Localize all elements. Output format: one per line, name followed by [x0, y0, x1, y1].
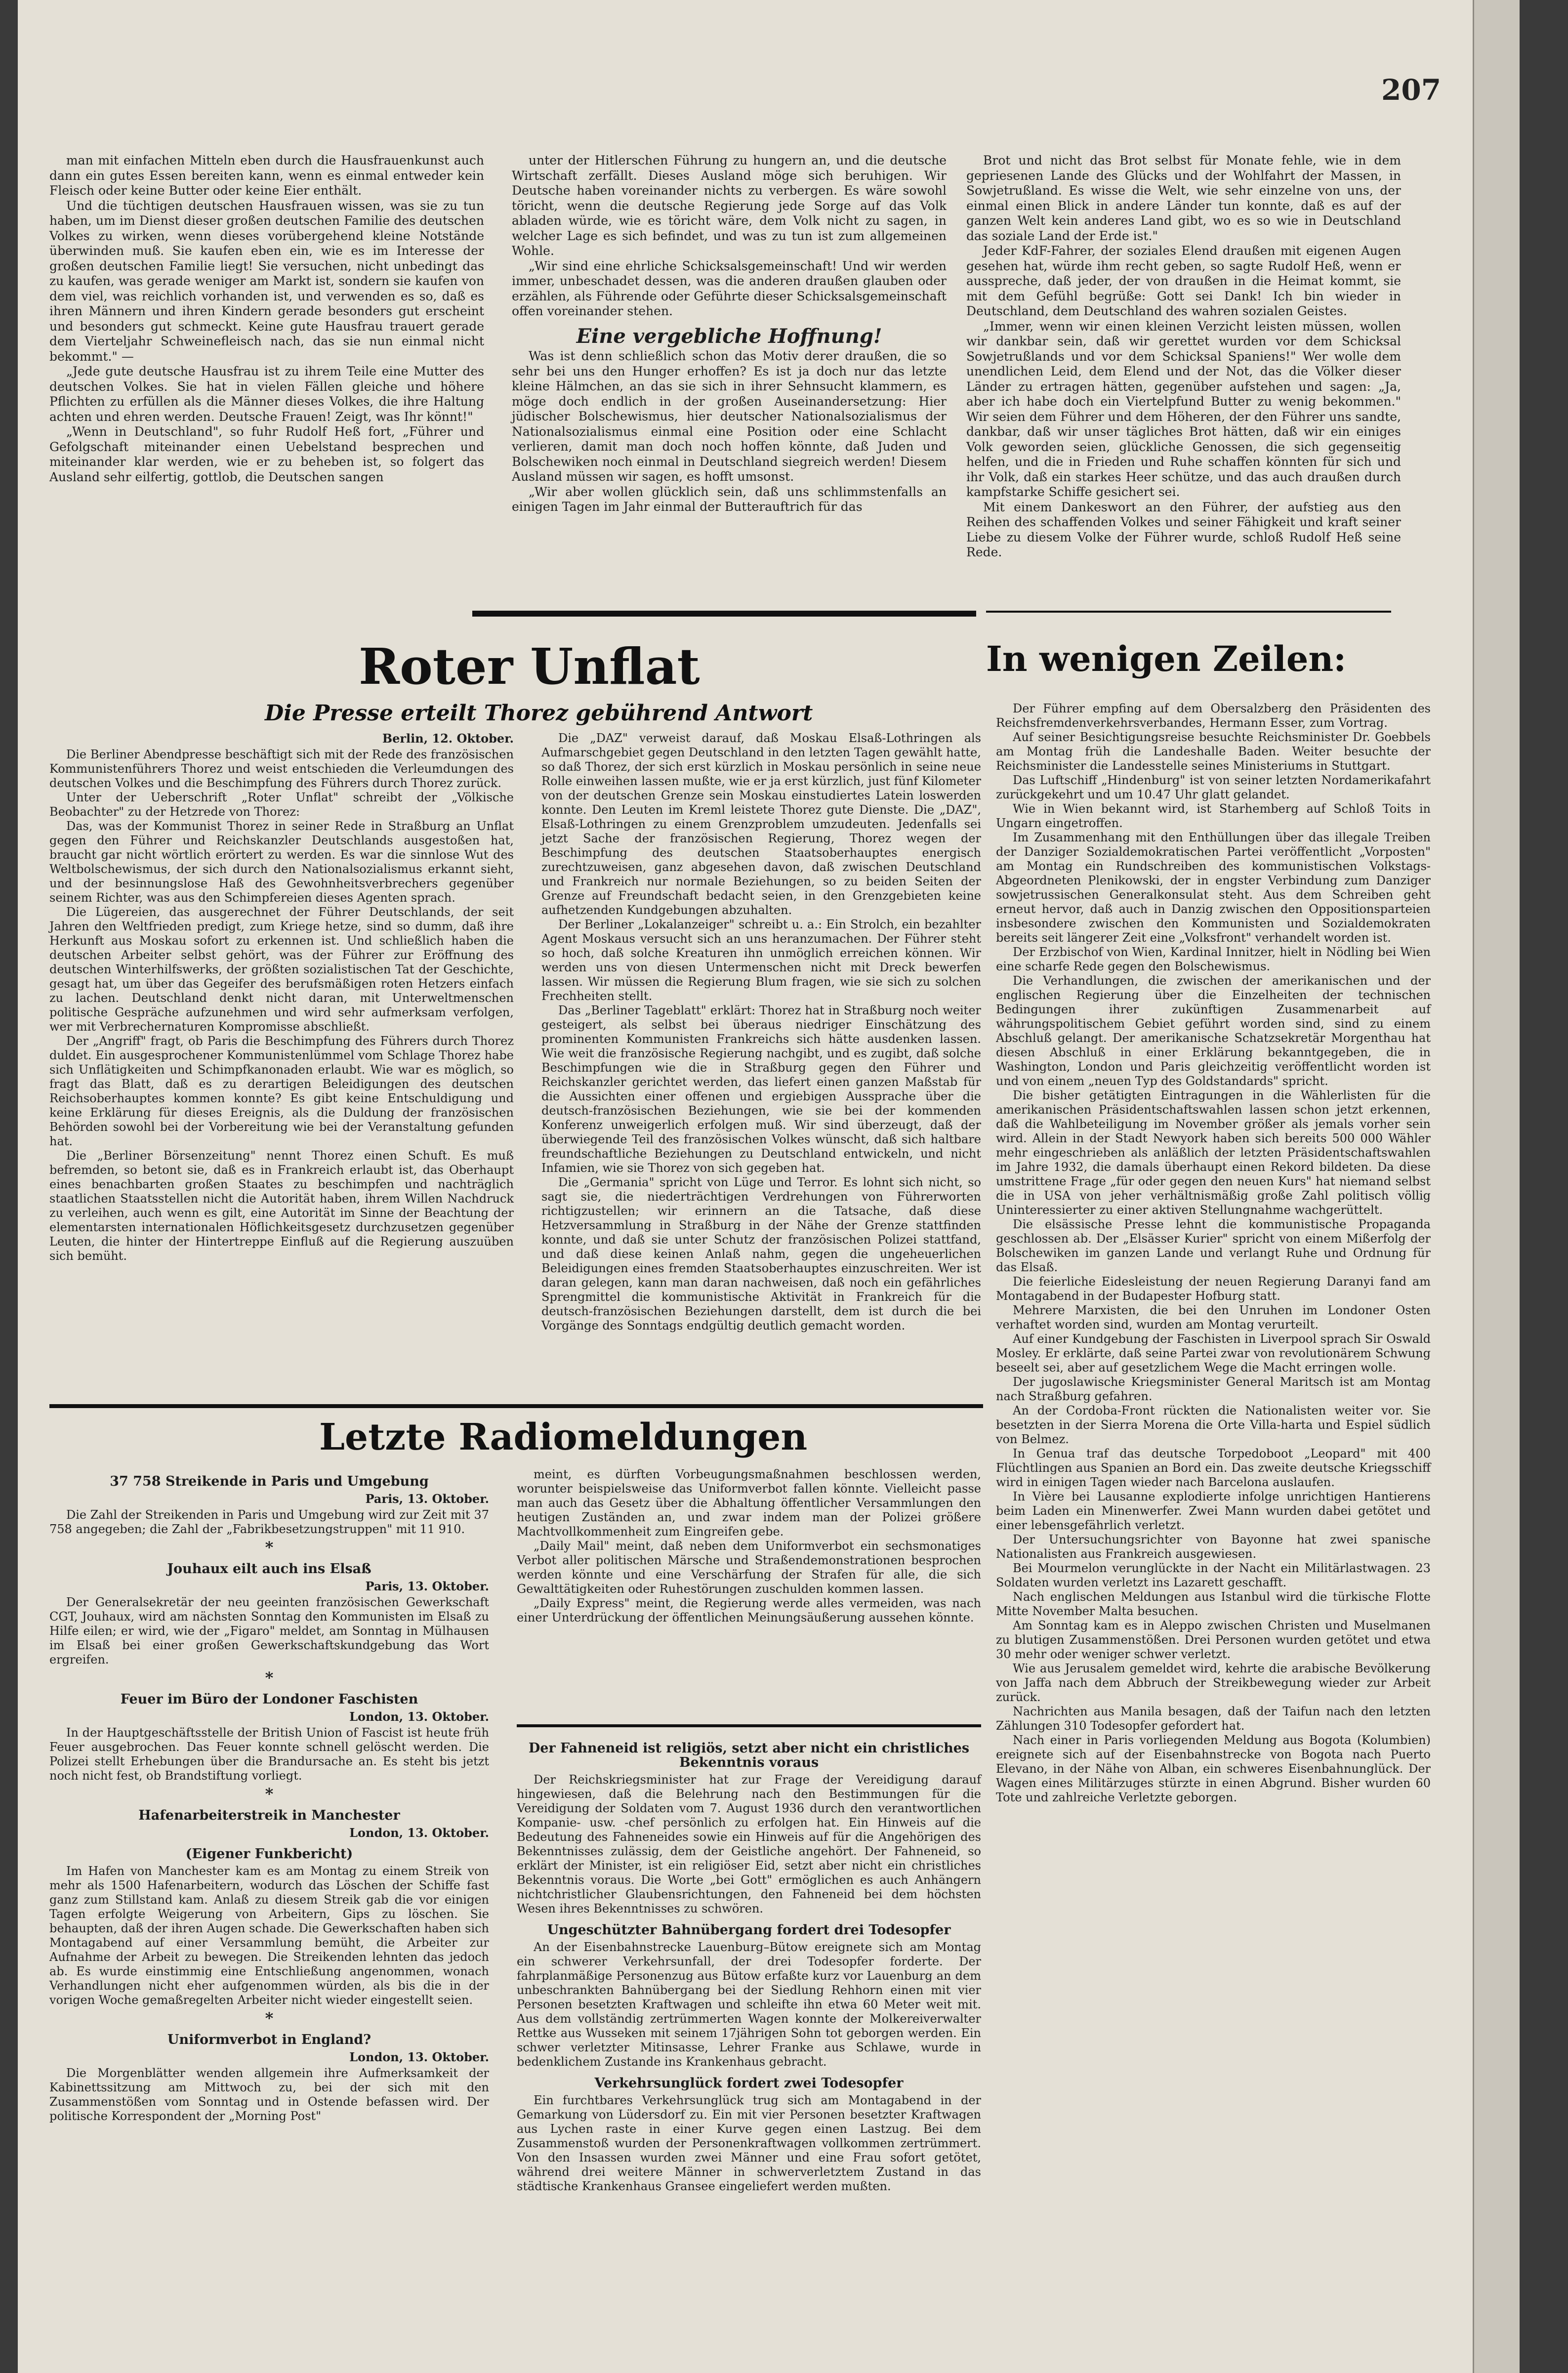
roter-column-1 — [49, 731, 514, 1263]
item-heading: 37 758 Streikende in Paris und Umgebung — [110, 1474, 429, 1489]
dateline: Berlin, 12. Oktober. — [382, 731, 514, 746]
paragraph: In der Hauptgeschäftsstelle der British Union of Fascist ist heute früh Feuer ausgebrochen. Das Feuer konnte schnell gelöscht werden. Die Polizei stellt Erhebungen über die Brandursache an. Es steht bis jetzt noch nicht fest, ob Brandstiftung vorliegt. — [49, 1726, 489, 1783]
paragraph: Der „Angriff" fragt, ob Paris die Beschimpfung des Führers durch Thorez duldet. Ein ausgesprochener Kommunistenlümmel vom Schlage Thorez habe sich Unflätigkeiten und Schimpfkanonaden erlaubt. Wie war es möglich, so fragt das Blatt, daß es zu derartigen Beleidigungen des deutschen Reichsoberhauptes kommen konnte? Es gibt keine Entschuldigung und keine Erklärung für dieses Ereignis, als die Duldung der französischen Behörden sowohl bei der Vorbereitung wie bei der Veranstaltung gefunden hat. — [49, 1034, 514, 1148]
separator-star: * — [265, 2009, 274, 2028]
paragraph: „Daily Mail" meint, daß neben dem Uniformverbot ein sechsmonatiges Verbot aller politischen Märsche und Straßendemonstrationen besprochen werden könnte und eine Verschärfung der Strafen für alle, die sich Gewalttätigkeiten oder Ruhestörungen zuschulden kommen lassen. — [517, 1539, 981, 1596]
paragraph: Mehrere Marxisten, die bei den Unruhen im Londoner Osten verhaftet worden sind, wurden am Montag verurteilt. — [996, 1303, 1431, 1332]
section-rule — [517, 1724, 981, 1727]
paragraph: Der Reichskriegsminister hat zur Frage der Vereidigung darauf hingewiesen, daß die Belehrung nach den Bestimmungen für die Vereidigung der Soldaten vom 7. August 1936 durch den verantwortlichen Kompanie- usw. -chef persönlich zu erfolgen hat. Ein Hinweis auf die Bedeutung des Fahneneides sowie ein Hinweis auf für die Angehörigen des Bekenntnisses zulässig, dem der Geistliche angehört. Der Fahneneid, so erklärt der Minister, ist ein religiöser Eid, setzt aber nicht ein christliches Bekenntnis voraus. Die Worte „bei Gott" ermöglichen es auch Anhängern nichtchristlicher Glaubensrichtungen, den Fahneneid bei dem höchsten Wesen ihres Bekenntnisses zu schwören. — [517, 1773, 981, 1915]
radio-column-1 — [49, 1467, 489, 2123]
paragraph: Nach einer in Paris vorliegenden Meldung aus Bogota (Kolumbien) ereignete sich auf der Eisenbahnstrecke von Bogota nach Puerto Elevano, in der Nähe von Alban, ein schweres Eisenbahnunglück. Der Wagen eines Militärzuges stürzte in einen Abgrund. Bisher wurden 60 Tote und zahlreiche Verletzte geborgen. — [996, 1733, 1431, 1804]
paragraph: Die Lügereien, das ausgerechnet der Führer Deutschlands, der seit Jahren den Weltfrieden predigt, zum Kriege hetze, sind so dumm, daß ihre Herkunft aus Moskau sofort zu erkennen ist. Und schließlich haben die deutschen Arbeiter selbst gehört, was der Führer zur Eröffnung des deutschen Winterhilfswerks, der größten sozialistischen Tat der Geschichte, gesagt hat, um über das Gegeifer des berufsmäßigen roten Hetzers einfach zu lachen. Deutschland denkt nicht daran, mit Unterweltmenschen politische Gespräche aufzunehmen und wird sehr aufmerksam verfolgen, wer mit Verbrechernaturen Kompromisse abschließt. — [49, 905, 514, 1034]
paragraph: Brot und nicht das Brot selbst für Monate fehle, wie in dem gepriesenen Lande des Glücks und der Wohlfahrt der Massen, in Sowjetrußland. Es wisse die Welt, wie sehr einzelne von uns, der einmal einen Blick in andere Länder tun konnte, daß es auf der ganzen Welt kein anderes Land gibt, wo es so wie in Deutschland das soziale Land der Erde ist." — [966, 153, 1401, 243]
paragraph: An der Eisenbahnstrecke Lauenburg–Bütow ereignete sich am Montag ein schwerer Verkehrsunfall, der drei Todesopfer forderte. Der fahrplanmäßige Personenzug aus Bütow erfaßte kurz vor Lauenburg an dem unbeschrankten Bahnübergang bei der Siedlung Rehhorn einen mit vier Personen besetzten Kraftwagen und schleifte ihn etwa 60 Meter weit mit. Aus dem vollständig zertrümmerten Wagen konnte der Molkereiverwalter Rettke aus Wusseken mit seinem 17jährigen Sohn tot geborgen werden. Ein schwer verletzter Mitinsasse, Lehrer Franke aus Schlawe, wurde in bedenklichem Zustande ins Krankenhaus gebracht. — [517, 1940, 981, 2069]
paragraph: Die Zahl der Streikenden in Paris und Umgebung wird zur Zeit mit 37 758 angegeben; die Zahl der „Fabrikbesetzungstruppen" mit 11 910. — [49, 1508, 489, 1536]
paragraph: Nach englischen Meldungen aus Istanbul wird die türkische Flotte Mitte November Malta besuchen. — [996, 1590, 1431, 1618]
dateline: Paris, 13. Oktober. — [365, 1492, 489, 1506]
item-heading: Hafenarbeiterstreik in Manchester — [138, 1808, 400, 1823]
paragraph: Die bisher getätigten Eintragungen in die Wählerlisten für die amerikanischen Präsidentschaftswahlen lassen schon jetzt erkennen, daß die Wahlbeteiligung im November größer als jemals vorher sein wird. Allein in der Stadt Newyork haben sich bereits 500 000 Wähler mehr eingeschrieben als anläßlich der letzten Präsidentschaftswahlen im Jahre 1932, die damals überhaupt einen Rekord bildeten. Da diese umstrittene Frage „für oder gegen den neuen Kurs" hat niemand selbst die in USA von jeher verhältnismäßig große Zahl politisch völlig Uninteressierter zu einer aktiven Stellungnahme wachgerüttelt. — [996, 1088, 1431, 1217]
paragraph: Die elsässische Presse lehnt die kommunistische Propaganda geschlossen ab. Der „Elsässer Kurier" spricht von einem Mißerfolg der Bolschewiken im ganzen Lande und verlangt Ruhe und Ordnung für das Elsaß. — [996, 1217, 1431, 1274]
item-heading: Jouhaux eilt auch ins Elsaß — [167, 1561, 371, 1577]
item-heading: Verkehrsunglück fordert zwei Todesopfer — [594, 2076, 904, 2091]
paragraph: Nachrichten aus Manila besagen, daß der Taifun nach den letzten Zählungen 310 Todesopfer gefordert hat. — [996, 1705, 1431, 1733]
paragraph: man mit einfachen Mitteln eben durch die Hausfrauenkunst auch dann ein gutes Essen bereiten kann, wenn es einmal entweder kein Fleisch oder keine Butter oder keine Eier enthält. — [49, 153, 484, 198]
roter-column-2 — [541, 731, 981, 1333]
paragraph: Der Führer empfing auf dem Obersalzberg den Präsidenten des Reichsfremdenverkehrsverbandes, Hermann Esser, zum Vortrag. — [996, 702, 1431, 730]
item-heading: Feuer im Büro der Londoner Faschisten — [120, 1692, 418, 1707]
page-edge — [1473, 0, 1520, 2373]
paragraph: An der Cordoba-Front rückten die Nationalisten weiter vor. Sie besetzten in der Sierra Morena die Orte Villa-harta und Espiel südlich von Belmez. — [996, 1404, 1431, 1446]
paragraph: Bei Mourmelon verunglückte in der Nacht ein Militärlastwagen. 23 Soldaten wurden verletzt ins Lazarett geschafft. — [996, 1561, 1431, 1589]
paragraph: Unter der Ueberschrift „Roter Unflat" schreibt der „Völkische Beobachter" zu der Hetzrede von Thorez: — [49, 791, 514, 819]
paragraph: Im Zusammenhang mit den Enthüllungen über das illegale Treiben der Danziger Sozialdemokratischen Partei veröffentlicht „Vorposten" am Montag ein Rundschreiben des kommunistischen Volkstags-Abgeordneten Plenikowski, der in engster Verbindung zum Danziger sowjetrussischen Generalkonsulat steht. Aus dem Schreiben geht erneut hervor, daß auch in Danzig zwischen den Oppositionsparteien insbesondere zwischen den Kommunisten und Sozialdemokraten bereits seit längerer Zeit eine „Volksfront" verhandelt worden ist. — [996, 831, 1431, 945]
dateline: London, 13. Oktober. — [349, 1709, 489, 1724]
paragraph: „Daily Express" meint, die Regierung werde alles vermeiden, was nach einer Unterdrückung der öffentlichen Meinungsäußerung aussehen könnte. — [517, 1596, 981, 1624]
brief-column — [996, 702, 1431, 1805]
paragraph: Das, was der Kommunist Thorez in seiner Rede in Straßburg an Unflat gegen den Führer und Reichskanzler Deutschlands ausgestoßen hat, braucht gar nicht wörtlich erörtert zu werden. Es war die sinnlose Wut des Weltbolschewismus, der sich durch den Nationalsozialismus erkannt sieht, und der besinnungslose Haß des Gewohnheitsverbrechers gegenüber seinem Richter, was aus den Schimpfereien dieses Agenten sprach. — [49, 819, 514, 905]
paragraph: Das Luftschiff „Hindenburg" ist von seiner letzten Nordamerikafahrt zurückgekehrt und um 10.47 Uhr glatt gelandet. — [996, 773, 1431, 801]
paragraph: Und die tüchtigen deutschen Hausfrauen wissen, was sie zu tun haben, um im Dienst dieser großen deutschen Familie des deutschen Volkes zu wirken, wenn dieses vorübergehend kleine Notstände überwinden muß. Sie kaufen eben ein, wie es im Interesse der großen deutschen Familie liegt! Sie versuchen, nicht unbedingt das zu kaufen, was gerade weniger am Markt ist, sondern sie kaufen von dem viel, was reichlich vorhanden ist, und verwenden es so, daß es ihren Männern und ihren Kindern gerade besonders gut erscheint und besonders gut schmeckt. Keine gute Hausfrau trauert gerade dem Vierteljahr Schweinefleisch nach, das sie nun einmal nicht bekommt." — — [49, 198, 484, 364]
paragraph: meint, es dürften Vorbeugungsmaßnahmen beschlossen werden, worunter beispielsweise das Uniformverbot fallen könnte. Vielleicht passe man auch das Gesetz über die Abhaltung öffentlicher Versammlungen den heutigen Zuständen an, und zwar indem man der Polizei größere Machtvollkommenheit zum Eingreifen gebe. — [517, 1467, 981, 1539]
dateline: London, 13. Oktober. — [349, 1826, 489, 1840]
section-heading: Eine vergebliche Hoffnung! — [576, 324, 882, 348]
separator-star: * — [265, 1785, 274, 1803]
paragraph: Der Berliner „Lokalanzeiger" schreibt u. a.: Ein Strolch, ein bezahlter Agent Moskaus versucht sich an uns heranzumachen. Der Führer steht so hoch, daß solche Kreaturen ihn unmöglich erreichen können. Wir werden uns von diesen Untermenschen nicht mit Dreck bewerfen lassen. Wir müssen die Regierung Blum fragen, wie sie sich zu solchen Frechheiten stellt. — [541, 917, 981, 1003]
paragraph: „Wenn in Deutschland", so fuhr Rudolf Heß fort, „Führer und Gefolgschaft miteinander einen Uebelstand besprechen und miteinander klar werden, wie er zu beheben ist, so folgert das Ausland sehr eilfertig, gottlob, die Deutschen sangen — [49, 424, 484, 484]
item-heading: Uniformverbot in England? — [167, 2032, 371, 2047]
page-number: 207 — [1381, 73, 1442, 107]
radio-column-2-news — [517, 1734, 981, 2194]
paragraph: Die „Germania" spricht von Lüge und Terror. Es lohnt sich nicht, so sagt sie, die niederträchtigen Verdrehungen von Führerworten richtigzustellen; wir erinnern an die Tatsache, daß diese Hetzversammlung in Straßburg in der Nähe der Grenze stattfinden konnte, und daß sie unter Schutz der französischen Polizei stattfand, und daß diese keinen Anlaß nahm, gegen die ungeheuerlichen Beleidigungen eines fremden Staatsoberhauptes einzuschreiten. Wer ist daran gelegen, kann man daran nachweisen, daß noch ein gefährliches Sprengmittel die kommunistische Aktivität in Frankreich für die deutsch-französischen Beziehungen darstellt, dem ist durch die bei Vorgänge des Sonntags endgültig deutlich gemacht worden. — [541, 1175, 981, 1332]
paragraph: In Vière bei Lausanne explodierte infolge unrichtigen Hantierens beim Laden ein Minenwerfer. Zwei Mann wurden dabei getötet und einer lebensgefährlich verletzt. — [996, 1490, 1431, 1532]
article-headline: Roter Unflat — [359, 637, 700, 696]
dateline: Paris, 13. Oktober. — [365, 1579, 489, 1593]
paragraph: Ein furchtbares Verkehrsunglück trug sich am Montagabend in der Gemarkung von Lüdersdorf zu. Ein mit vier Personen besetzter Kraftwagen aus Lychen raste in einer Kurve gegen einen Lastzug. Bei dem Zusammenstoß wurden der Personenkraftwagen vollkommen zertrümmert. Von den Insassen wurden zwei Männer und eine Frau sofort getötet, während drei weitere Männer in schwerverletztem Zustand in das städtische Krankenhaus Gransee eingeliefert werden mußten. — [517, 2093, 981, 2193]
item-heading: Der Fahneneid ist religiös, setzt aber nicht ein christliches Bekenntnis voraus — [528, 1741, 970, 1770]
section-rule — [986, 611, 1391, 613]
paragraph: Die Berliner Abendpresse beschäftigt sich mit der Rede des französischen Kommunistenführers Thorez und weist entschieden die Verleumdungen des deutschen Volkes und die Beschimpfung des Führers durch Thorez zurück. — [49, 748, 514, 790]
paragraph: Der Generalsekretär der neu geeinten französischen Gewerkschaft CGT, Jouhaux, wird am nächsten Sonntag den Kommunisten im Elsaß zu Hilfe eilen; er wird, wie der „Figaro" meldet, am Sonntag in Mülhausen im Elsaß bei einer großen Gewerkschaftskundgebung das Wort ergreifen. — [49, 1595, 489, 1666]
section-rule — [472, 611, 976, 617]
paragraph: Wie aus Jerusalem gemeldet wird, kehrte die arabische Bevölkerung von Jaffa nach dem Abbruch der Streikbewegung wieder zur Arbeit zurück. — [996, 1662, 1431, 1704]
paragraph: Jeder KdF-Fahrer, der soziales Elend draußen mit eigenen Augen gesehen hat, würde ihm recht geben, so sagte Rudolf Heß, wenn er ausspreche, daß jeder, der von draußen in die Heimat kommt, sie mit dem Gefühl begrüße: Gott sei Dank! Ich bin wieder in Deutschland, dem Deutschland des wahren sozialen Geistes. — [966, 244, 1401, 318]
top-column-3 — [966, 153, 1401, 560]
paragraph: Wie in Wien bekannt wird, ist Starhemberg auf Schloß Toits in Ungarn eingetroffen. — [996, 802, 1431, 830]
paragraph: Die „Berliner Börsenzeitung" nennt Thorez einen Schuft. Es muß befremden, so betont sie, daß es in Frankreich erlaubt ist, das Oberhaupt eines benachbarten großen Staates zu beschimpfen und nachträglich staatlichen Staatsstellen nicht die Autorität haben, ihrem Willen Nachdruck zu verleihen, auch wenn es gilt, eine Autorität im Sinne der Beachtung der elementarsten internationalen Höflichkeitsgesetz durchzusetzen gegenüber Leuten, die hinter der Hintertreppe Einfluß auf die Regierung auszuüben sich bemüht. — [49, 1149, 514, 1263]
section-rule — [49, 1404, 983, 1408]
paragraph: Der jugoslawische Kriegsminister General Maritsch ist am Montag nach Straßburg gefahren. — [996, 1375, 1431, 1403]
paragraph: Die Morgenblätter wenden allgemein ihre Aufmerksamkeit der Kabinettssitzung am Mittwoch zu, bei der sich mit den Zusammenstößen vom Sonntag und in Ostende befassen wird. Der politische Korrespondent der „Morning Post" — [49, 2066, 489, 2123]
paragraph: Am Sonntag kam es in Aleppo zwischen Christen und Muselmanen zu blutigen Zusammenstößen. Drei Personen wurden getötet und etwa 30 mehr oder weniger schwer verletzt. — [996, 1619, 1431, 1661]
item-heading: Ungeschützter Bahnübergang fordert drei Todesopfer — [547, 1922, 951, 1938]
radio-headline: Letzte Radiomeldungen — [319, 1416, 808, 1458]
paragraph: unter der Hitlerschen Führung zu hungern an, und die deutsche Wirtschaft zerfällt. Dieses Ausland möge sich beruhigen. Wir Deutsche haben voreinander nichts zu verbergen. Es wäre sowohl töricht, wenn die deutsche Regierung jede Sorge auf das Volk abladen würde, wie es töricht wäre, dem Volk nicht zu sagen, in welcher Lage es sich befindet, und was zu tun ist zum allgemeinen Wohle. — [512, 153, 947, 258]
paragraph: „Wir sind eine ehrliche Schicksalsgemeinschaft! Und wir werden immer, unbeschadet dessen, was die anderen draußen glauben oder erzählen, als Führende oder Geführte dieser Schicksalsgemeinschaft offen voreinander stehen. — [512, 258, 947, 318]
paragraph: Auf einer Kundgebung der Faschisten in Liverpool sprach Sir Oswald Mosley. Er erklärte, daß seine Partei zwar von revolutionärem Schwung beseelt sei, aber auf gesetzlichem Wege die Macht erringen wolle. — [996, 1332, 1431, 1374]
article-subheadline: Die Presse erteilt Thorez gebührend Antwort — [265, 701, 813, 726]
newspaper-page — [18, 0, 1520, 2373]
paragraph: Im Hafen von Manchester kam es am Montag zu einem Streik von mehr als 1500 Hafenarbeitern, wodurch das Löschen der Schiffe fast ganz zum Stillstand kam. Anlaß zu diesem Streik gab die vor einigen Tagen erfolgte Weigerung von Arbeitern, Gips zu löschen. Sie behaupten, daß der ihren Augen schade. Die Gewerkschaften haben sich Montagabend auf einer Versammlung bemüht, die Arbeiter zur Aufnahme der Arbeit zu bewegen. Die Streikenden lehnten das jedoch ab. Es wurde einstimmig eine Entschließung angenommen, wonach Verhandlungen nicht eher aufgenommen würden, als bis die in der vorigen Woche gemaßregelten Arbeiter nicht wieder eingestellt seien. — [49, 1864, 489, 2007]
paragraph: „Immer, wenn wir einen kleinen Verzicht leisten müssen, wollen wir dankbar sein, daß wir gerettet wurden vor dem Schicksal Sowjetrußlands und vor dem Schicksal Spaniens!" Wer wolle dem unendlichen Leid, dem Elend und der Not, das die Völker dieser Länder zu ertragen hätten, gegenüber aufstehen und sagen: „Ja, aber ich habe doch ein Viertelpfund Butter zu wenig bekommen." Wir seien dem Führer und dem Höheren, der den Führer uns sandte, dankbar, daß wir unser tägliches Brot hätten, daß wir ein einiges Volk geworden seien, glückliche Genossen, die sich gegenseitig helfen, und die in Frieden und Ruhe schaffen könnten für sich und ihr Volk, daß ein starkes Heer schütze, und das auch draußen durch kampfstarke Schiffe gesichert sei. — [966, 319, 1401, 499]
paragraph: „Wir aber wollen glücklich sein, daß uns schlimmstenfalls an einigen Tagen im Jahr einmal der Butterauftrich für das — [512, 484, 947, 514]
paragraph: Der Untersuchungsrichter von Bayonne hat zwei spanische Nationalisten aus Frankreich ausgewiesen. — [996, 1533, 1431, 1561]
paragraph: Mit einem Dankeswort an den Führer, der aufstieg aus den Reihen des schaffenden Volkes und seiner Fähigkeit und kraft seiner Liebe zu diesem Volke der Führer wurde, schloß Rudolf Heß seine Rede. — [966, 500, 1401, 559]
paragraph: Die feierliche Eidesleistung der neuen Regierung Daranyi fand am Montagabend in der Budapester Hofburg statt. — [996, 1275, 1431, 1303]
paragraph: „Jede gute deutsche Hausfrau ist zu ihrem Teile eine Mutter des deutschen Volkes. Sie hat in vielen Fällen gleiche und höhere Pflichten zu erfüllen als die Männer dieses Volkes, die ihre Haltung achten und ehren werden. Deutsche Frauen! Zeigt, was Ihr könnt!" — [49, 364, 484, 424]
paragraph: Das „Berliner Tageblatt" erklärt: Thorez hat in Straßburg noch weiter gesteigert, als selbst bei überaus niedriger Einschätzung des prominenten Kommunisten Frankreichs sich hätte ausdenken lassen. Wie weit die französische Regierung nachgibt, und es zugibt, daß solche Beschimpfungen wie die in Straßburg gegen den Führer und Reichskanzler gerichtet werden, das liefert einen ganzen Maßstab für die Aussichten einer offenen und ergiebigen Aussprache über die deutsch-französischen Beziehungen, wie sie bei der kommenden Konferenz unweigerlich erfolgen muß. Wir sind überzeugt, daß der überwiegende Teil des französischen Volkes wünscht, daß sich haltbare freundschaftliche Beziehungen zu Deutschland entwickeln, und nicht Infamien, wie sie Thorez von sich gegeben hat. — [541, 1003, 981, 1175]
paragraph: Was ist denn schließlich schon das Motiv derer draußen, die so sehr bei uns den Hunger erhoffen? Es ist ja doch nur das letzte kleine Hälmchen, an das sie sich in ihrer Sehnsucht klammern, es möge doch endlich in der großen Auseinandersetzung: Hier jüdischer Bolschewismus, hier deutscher Nationalsozialismus der Nationalsozialismus einmal eine Position oder eine Schlacht verlieren, damit man doch noch hoffen könnte, daß Juden und Bolschewiken noch einmal in Deutschland siegreich werden! Diesem Ausland müssen wir sagen, es hofft umsonst. — [512, 349, 947, 484]
paragraph: Auf seiner Besichtigungsreise besuchte Reichsminister Dr. Goebbels am Montag früh die Landeshalle Baden. Weiter besuchte der Reichsminister die Landesstelle seines Ministeriums in Stuttgart. — [996, 730, 1431, 773]
top-column-1 — [49, 153, 484, 485]
dateline: London, 13. Oktober. — [349, 2050, 489, 2064]
paragraph: Die Verhandlungen, die zwischen der amerikanischen und der englischen Regierung über die Einzelheiten der technischen Bedingungen ihrer zukünftigen Zusammenarbeit auf währungspolitischem Gebiet geführt worden sind, sind zu einem Abschluß gelangt. Der amerikanische Schatzsekretär Morgenthau hat diesen Abschluß in einer Erklärung bekanntgegeben, die in Washington, London und Paris gleichzeitig veröffentlicht worden ist und von einem „neuen Typ des Goldstandards" spricht. — [996, 974, 1431, 1088]
brief-headline: In wenigen Zeilen: — [986, 638, 1347, 679]
paragraph: Der Erzbischof von Wien, Kardinal Innitzer, hielt in Nödling bei Wien eine scharfe Rede gegen den Bolschewismus. — [996, 945, 1431, 973]
separator-star: * — [265, 1538, 274, 1557]
separator-star: * — [265, 1668, 274, 1687]
item-heading: (Eigener Funkbericht) — [185, 1846, 353, 1862]
top-column-2 — [512, 153, 947, 515]
paragraph: In Genua traf das deutsche Torpedoboot „Leopard" mit 400 Flüchtlingen aus Spanien an Bord ein. Das zweite deutsche Kriegsschiff wird in einigen Tagen wieder nach Barcelona auslaufen. — [996, 1447, 1431, 1489]
paragraph: Die „DAZ" verweist darauf, daß Moskau Elsaß-Lothringen als Aufmarschgebiet gegen Deutschland in den letzten Tagen gewählt hatte, so daß Thorez, der sich erst kürzlich in Moskau persönlich in seine neue Rolle einweihen lassen mußte, wie er ja erst kürzlich, just fünf Kilometer von der deutschen Grenze sein Moskau einstudiertes Latein loswerden konnte. Den Leuten im Kreml leistete Thorez gute Dienste. Die „DAZ", Elsaß-Lothringen zu einem Grenzproblem umzudeuten. Jedenfalls sei jetzt Sache der französischen Regierung, Thorez wegen der Beschimpfung des deutschen Staatsoberhauptes energisch zurechtzuweisen, ganz abgesehen davon, daß zwischen Deutschland und Frankreich nur normale Beziehungen, so zu beiden Seiten der Grenze auf Freundschaft bedacht seien, in den Grenzgebieten keine aufhetzenden Kundgebungen abzuhalten. — [541, 731, 981, 917]
radio-column-2 — [517, 1467, 981, 1625]
